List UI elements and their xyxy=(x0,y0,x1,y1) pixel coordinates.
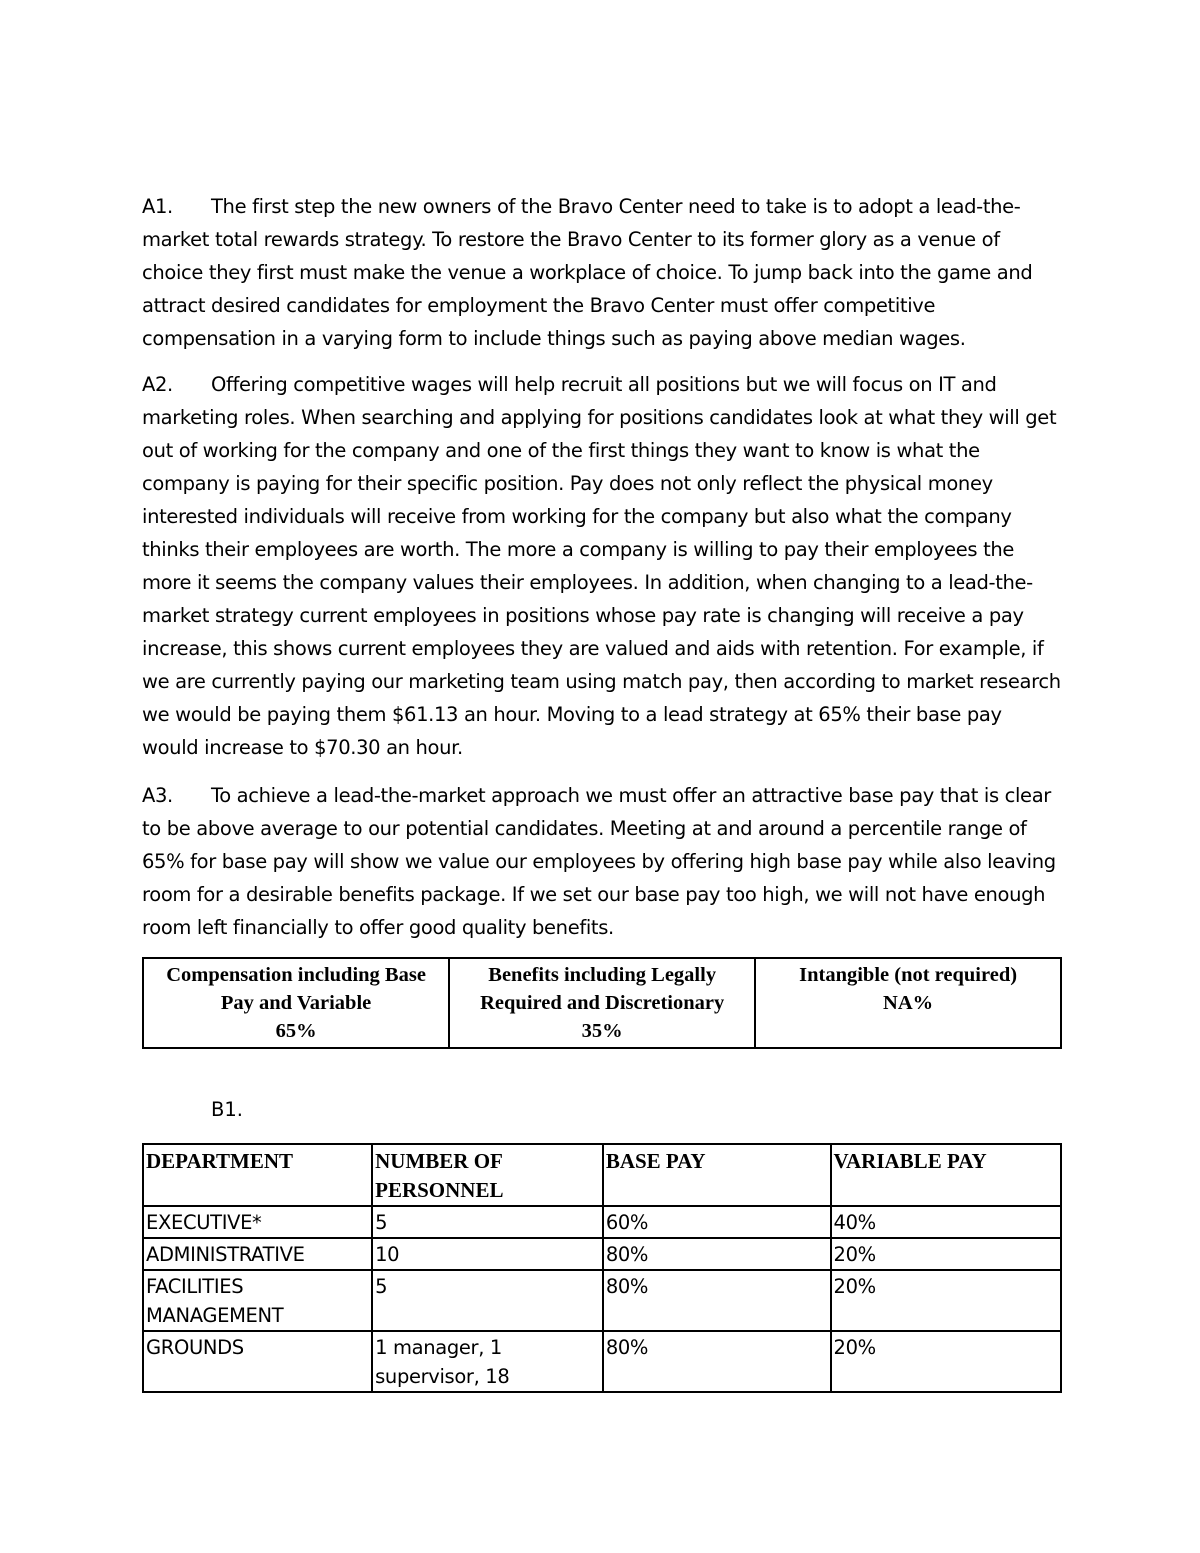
cell-line: Benefits including Legally xyxy=(488,964,717,986)
column-header: NUMBER OF PERSONNEL xyxy=(372,1144,603,1206)
cell-percentage: NA% xyxy=(883,992,934,1014)
rewards-mix-table xyxy=(142,957,1062,1049)
paragraph-text: The first step the new owners of the Bravo Center need to take is to adopt a lead-the-market total rewards strategy. To restore the Bravo Center to its former glory as a venue of choice they first must make the venue a workplace of choice. To jump back into the game and attract desired candidates for employment the Bravo Center must offer competitive compensation in a varying form to include things such as paying above median wages. xyxy=(142,195,1033,350)
intangible-cell xyxy=(755,958,1061,1048)
table-cell: ADMINISTRATIVE xyxy=(143,1238,372,1270)
column-header: DEPARTMENT xyxy=(143,1144,372,1206)
column-header: BASE PAY xyxy=(603,1144,831,1206)
cell-percentage: 35% xyxy=(581,1020,623,1042)
table-cell: 80% xyxy=(603,1238,831,1270)
table-cell: 20% xyxy=(831,1270,1061,1331)
paragraph-a2 xyxy=(142,368,1062,764)
paragraph-text: Offering competitive wages will help recruit all positions but we will focus on IT and marketing roles. When searching and applying for positions candidates look at what they will get out of working for the company and one of the first things they want to know is what the company is paying for their specific position. Pay does not only reflect the physical money interested individuals will receive from working for the company but also what the company thinks their employees are worth. The more a company is willing to pay their employees the more it seems the company values their employees. In addition, when changing to a lead-the-market strategy current employees in positions whose pay rate is changing will receive a pay increase, this shows current employees they are valued and aids with retention. For example, if we are currently paying our marketing team using match pay, then according to market research we would be paying them $61.13 an hour. Moving to a lead strategy at 65% their base pay would increase to $70.30 an hour. xyxy=(142,373,1061,759)
cell-line: Pay and Variable xyxy=(220,992,372,1014)
department-pay-table xyxy=(142,1143,1062,1393)
benefits-cell xyxy=(449,958,755,1048)
table-cell: 80% xyxy=(603,1270,831,1331)
cell-line: Intangible (not required) xyxy=(799,964,1018,986)
compensation-cell xyxy=(143,958,449,1048)
paragraph-label: A3. xyxy=(142,784,173,807)
paragraph-a1 xyxy=(142,190,1062,355)
table-cell: 5 xyxy=(372,1206,603,1238)
table-cell: FACILITIES MANAGEMENT xyxy=(143,1270,372,1331)
cell-percentage: 65% xyxy=(275,1020,317,1042)
paragraph-label: A1. xyxy=(142,195,173,218)
table-cell: 20% xyxy=(831,1331,1061,1392)
table-row xyxy=(143,1238,1061,1270)
cell-line: Required and Discretionary xyxy=(480,992,725,1014)
table-row xyxy=(143,1270,1061,1331)
paragraph-label: A2. xyxy=(142,373,173,396)
section-label-b1: B1. xyxy=(211,1098,243,1121)
table-cell: 5 xyxy=(372,1270,603,1331)
table-cell: 1 manager, 1 supervisor, 18 xyxy=(372,1331,603,1392)
table-cell: 40% xyxy=(831,1206,1061,1238)
table-cell: 20% xyxy=(831,1238,1061,1270)
paragraph-text: To achieve a lead-the-market approach we must offer an attractive base pay that is clear to be above average to our potential candidates. Meeting at and around a percentile range of 65% for base pay will show we value our employees by offering high base pay while also leaving room for a desirable benefits package. If we set our base pay too high, we will not have enough room left financially to offer good quality benefits. xyxy=(142,784,1056,939)
table-cell: 60% xyxy=(603,1206,831,1238)
table-header-row xyxy=(143,1144,1061,1206)
table-cell: 80% xyxy=(603,1331,831,1392)
column-header: VARIABLE PAY xyxy=(831,1144,1061,1206)
table-cell: GROUNDS xyxy=(143,1331,372,1392)
table-cell: EXECUTIVE* xyxy=(143,1206,372,1238)
table-row xyxy=(143,958,1061,1048)
cell-line: Compensation including Base xyxy=(166,964,426,986)
paragraph-a3 xyxy=(142,779,1062,944)
table-row xyxy=(143,1206,1061,1238)
table-row xyxy=(143,1331,1061,1392)
table-cell: 10 xyxy=(372,1238,603,1270)
